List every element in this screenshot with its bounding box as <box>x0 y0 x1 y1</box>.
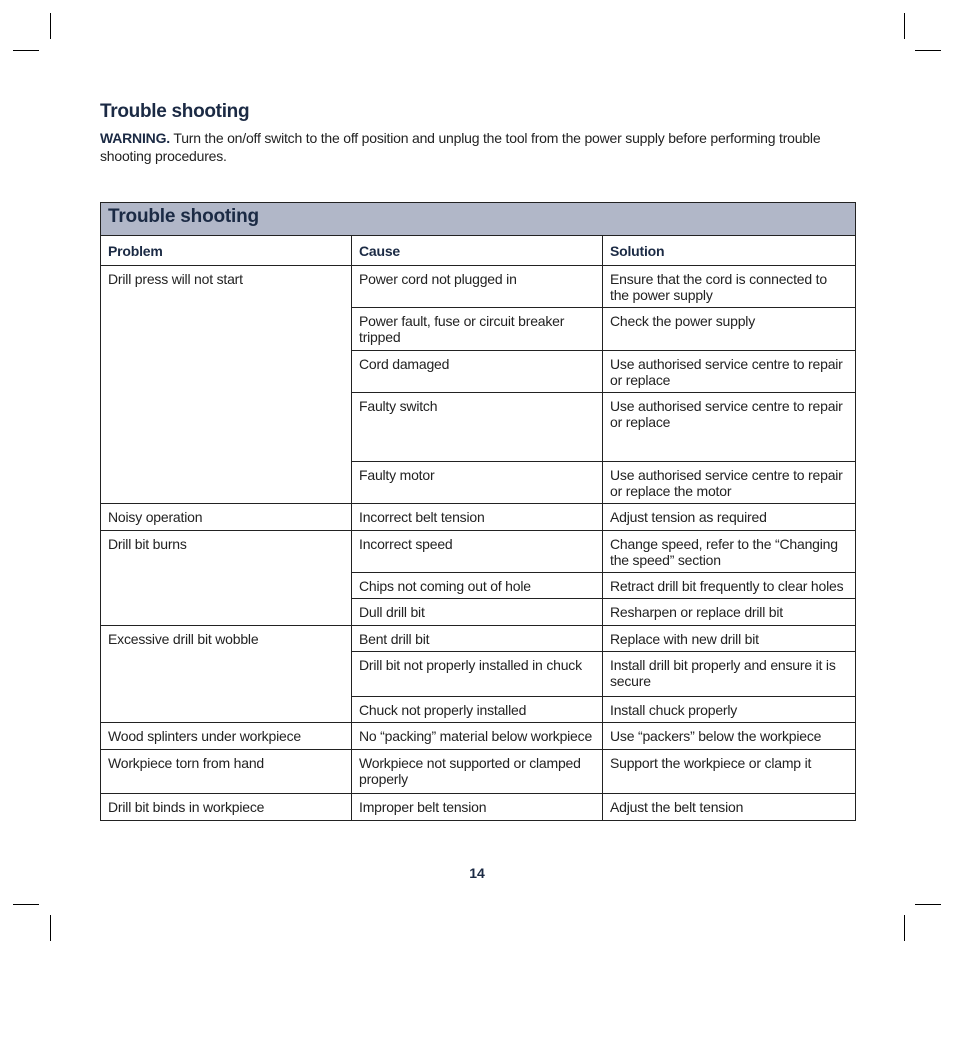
warning-paragraph <box>100 129 860 165</box>
cause-cell: Cord damaged <box>352 351 603 393</box>
solution-cell: Install chuck properly <box>603 697 856 723</box>
crop-mark <box>50 13 51 39</box>
crop-mark <box>904 13 905 39</box>
cause-cell: Workpiece not supported or clamped properly <box>352 750 603 794</box>
solution-cell: Use “packers” below the workpiece <box>603 723 856 750</box>
header-problem: Problem <box>101 236 352 266</box>
cause-cell: Drill bit not properly installed in chuck <box>352 652 603 697</box>
table-title-row <box>101 203 856 236</box>
warning-text: Turn the on/off switch to the off position and unplug the tool from the power supply before performing trouble shooting procedures. <box>100 130 821 164</box>
solution-cell: Check the power supply <box>603 308 856 351</box>
warning-label: WARNING. <box>100 130 170 146</box>
cause-cell: Incorrect belt tension <box>352 504 603 531</box>
crop-mark <box>915 50 941 51</box>
crop-mark <box>904 915 905 941</box>
solution-cell: Change speed, refer to the “Changing the speed” section <box>603 531 856 573</box>
table-row <box>101 531 856 573</box>
problem-cell: Drill bit binds in workpiece <box>101 794 352 821</box>
problem-cell: Drill press will not start <box>101 266 352 504</box>
page-heading: Trouble shooting <box>100 101 250 122</box>
solution-cell: Adjust the belt tension <box>603 794 856 821</box>
header-solution: Solution <box>603 236 856 266</box>
solution-cell: Install drill bit properly and ensure it is secure <box>603 652 856 697</box>
solution-cell: Use authorised service centre to repair or replace the motor <box>603 462 856 504</box>
crop-mark <box>915 904 941 905</box>
cause-cell: Improper belt tension <box>352 794 603 821</box>
solution-cell: Adjust tension as required <box>603 504 856 531</box>
cause-cell: Faulty motor <box>352 462 603 504</box>
solution-cell: Use authorised service centre to repair or replace <box>603 351 856 393</box>
problem-cell: Wood splinters under workpiece <box>101 723 352 750</box>
cause-cell: Bent drill bit <box>352 626 603 652</box>
problem-cell: Drill bit burns <box>101 531 352 626</box>
cause-cell: No “packing” material below workpiece <box>352 723 603 750</box>
problem-cell: Workpiece torn from hand <box>101 750 352 794</box>
table-row <box>101 626 856 652</box>
crop-mark <box>50 915 51 941</box>
header-cause: Cause <box>352 236 603 266</box>
cause-cell: Faulty switch <box>352 393 603 462</box>
cause-cell: Power fault, fuse or circuit breaker tripped <box>352 308 603 351</box>
solution-cell: Replace with new drill bit <box>603 626 856 652</box>
problem-cell: Excessive drill bit wobble <box>101 626 352 723</box>
solution-cell: Ensure that the cord is connected to the power supply <box>603 266 856 308</box>
solution-cell: Support the workpiece or clamp it <box>603 750 856 794</box>
table-header-row <box>101 236 856 266</box>
table-title: Trouble shooting <box>101 203 856 236</box>
solution-cell: Retract drill bit frequently to clear holes <box>603 573 856 599</box>
table-row <box>101 504 856 531</box>
cause-cell: Incorrect speed <box>352 531 603 573</box>
crop-mark <box>13 50 39 51</box>
cause-cell: Power cord not plugged in <box>352 266 603 308</box>
table-row <box>101 266 856 308</box>
table-row <box>101 723 856 750</box>
page-number: 14 <box>469 865 485 881</box>
crop-mark <box>13 904 39 905</box>
problem-cell: Noisy operation <box>101 504 352 531</box>
solution-cell: Use authorised service centre to repair or replace <box>603 393 856 462</box>
solution-cell: Resharpen or replace drill bit <box>603 599 856 626</box>
troubleshooting-table <box>100 202 856 821</box>
table-row <box>101 794 856 821</box>
cause-cell: Dull drill bit <box>352 599 603 626</box>
cause-cell: Chips not coming out of hole <box>352 573 603 599</box>
cause-cell: Chuck not properly installed <box>352 697 603 723</box>
table-row <box>101 750 856 794</box>
